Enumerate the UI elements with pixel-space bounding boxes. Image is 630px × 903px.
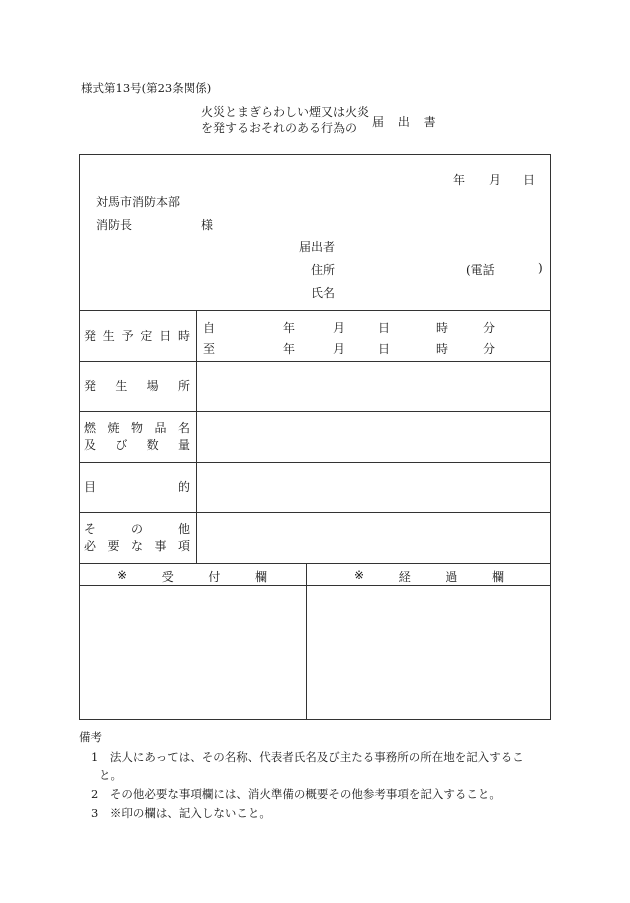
addressee-org: 対馬市消防本部 [96, 195, 181, 209]
to-year: 年 [283, 342, 296, 356]
note-item: 3 ※印の欄は、記入しないこと。 [91, 806, 271, 820]
label-material: 燃 焼 物 品 名 [84, 421, 190, 435]
label-place: 発 生 場 所 [84, 379, 190, 393]
date-day-label: 日 [523, 173, 536, 187]
divider [79, 361, 551, 362]
label-quantity: 及 び 数 量 [84, 438, 190, 452]
footer-column-divider [306, 563, 307, 720]
form-number: 様式第13号(第23条関係) [81, 81, 212, 95]
to-day: 日 [378, 342, 391, 356]
addressee-title: 消防長 [96, 218, 133, 232]
to-label: 至 [203, 342, 216, 356]
form-title-suffix: 届 出 書 [372, 115, 441, 129]
label-datetime: 発 生 予 定 日 時 [84, 329, 190, 343]
form-title-line2: を発するおそれのある行為の [201, 121, 358, 135]
from-day: 日 [378, 321, 391, 335]
divider [79, 310, 551, 311]
label-purpose: 目 的 [84, 480, 190, 494]
note-item: 1 法人にあっては、その名称、代表者氏名及び主たる事務所の所在地を記入するこ [91, 750, 524, 764]
note-item: と。 [99, 768, 122, 782]
divider [79, 462, 551, 463]
honorific: 様 [201, 218, 214, 232]
applicant-label: 届出者 [299, 240, 336, 254]
divider [79, 563, 551, 564]
reception-column-header: ※ 受 付 欄 [117, 568, 267, 584]
from-label: 自 [203, 321, 216, 335]
progress-column-header: ※ 経 過 欄 [354, 568, 504, 584]
label-necessary-items: 必 要 な 事 項 [84, 539, 190, 553]
note-item: 2 その他必要な事項欄には、消火準備の概要その他参考事項を記入すること。 [91, 787, 501, 801]
to-month: 月 [333, 342, 346, 356]
date-month-label: 月 [489, 173, 502, 187]
name-label: 氏名 [311, 286, 336, 300]
form-title [201, 104, 369, 136]
form-title-line1: 火災とまぎらわしい煙又は火炎 [201, 105, 370, 119]
from-year: 年 [283, 321, 296, 335]
phone-close: ) [538, 261, 543, 275]
address-label: 住所 [311, 263, 336, 277]
to-minute: 分 [483, 342, 496, 356]
divider [79, 411, 551, 412]
date-year-label: 年 [453, 173, 466, 187]
from-minute: 分 [483, 321, 496, 335]
from-month: 月 [333, 321, 346, 335]
phone-label: (電話 [466, 263, 495, 277]
label-column-divider [196, 310, 197, 563]
divider [79, 512, 551, 513]
divider [79, 585, 551, 586]
from-hour: 時 [436, 321, 449, 335]
to-hour: 時 [436, 342, 449, 356]
label-other: そ の 他 [84, 522, 190, 536]
notes-heading: 備考 [79, 730, 102, 744]
